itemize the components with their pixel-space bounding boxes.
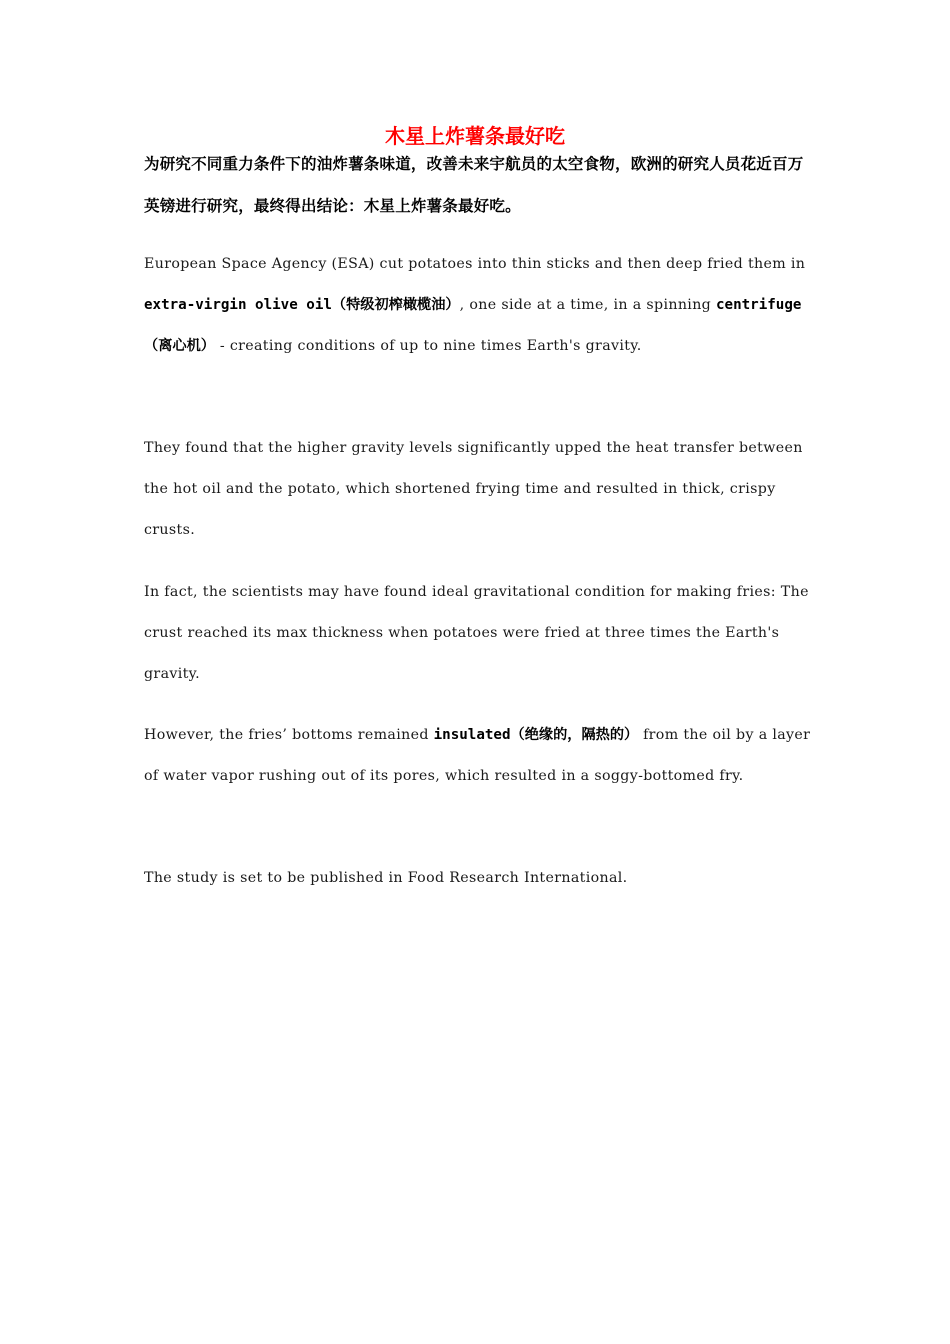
vocab-insulated-en: insulated — [433, 727, 511, 743]
article-title: 木星上炸薯条最好吃 — [385, 124, 565, 148]
vocab-olive-oil-cn: （特级初榨橄榄油） — [331, 297, 460, 313]
chinese-intro-paragraph: 为研究不同重力条件下的油炸薯条味道，改善未来宇航员的太空食物，欧洲的研究人员花近百万英镑进行研究，最终得出结论：木星上炸薯条最好吃。 — [144, 155, 804, 215]
p1-text-2: , one side at a time, in a spinning — [459, 297, 716, 313]
vocab-centrifuge-en: centrifuge — [715, 297, 802, 313]
paragraph-esa-experiment — [144, 244, 824, 367]
paragraph-ideal-gravity: In fact, the scientists may have found ideal gravitational condition for making fries: The crust reached its max thickness when potatoes were fried at three times the Earth's gravity. — [144, 584, 809, 682]
p4-text-2: from the oil by a layer of water vapor rushing out of its pores, which resulted in a soggy-bottomed fry. — [144, 727, 811, 784]
p1-text-3: - creating conditions of up to nine times Earth's gravity. — [214, 338, 642, 354]
vocab-insulated-cn: （绝缘的，隔热的） — [510, 727, 639, 743]
vocab-olive-oil — [144, 297, 460, 313]
paragraph-heat-transfer: They found that the higher gravity levels significantly upped the heat transfer between the hot oil and the potato, which shortened frying time and resulted in thick, crispy crusts. — [144, 440, 803, 538]
p4-text-1: However, the fries’ bottoms remained — [144, 727, 434, 743]
vocab-insulated — [434, 727, 639, 743]
p1-text-1: European Space Agency (ESA) cut potatoes into thin sticks and then deep fried them in — [144, 256, 806, 272]
paragraph-publication: The study is set to be published in Food Research International. — [144, 870, 628, 886]
paragraph-soggy-bottom — [144, 715, 824, 797]
vocab-olive-oil-en: extra-virgin olive oil — [144, 297, 332, 313]
vocab-centrifuge-cn: （离心机） — [144, 338, 215, 354]
